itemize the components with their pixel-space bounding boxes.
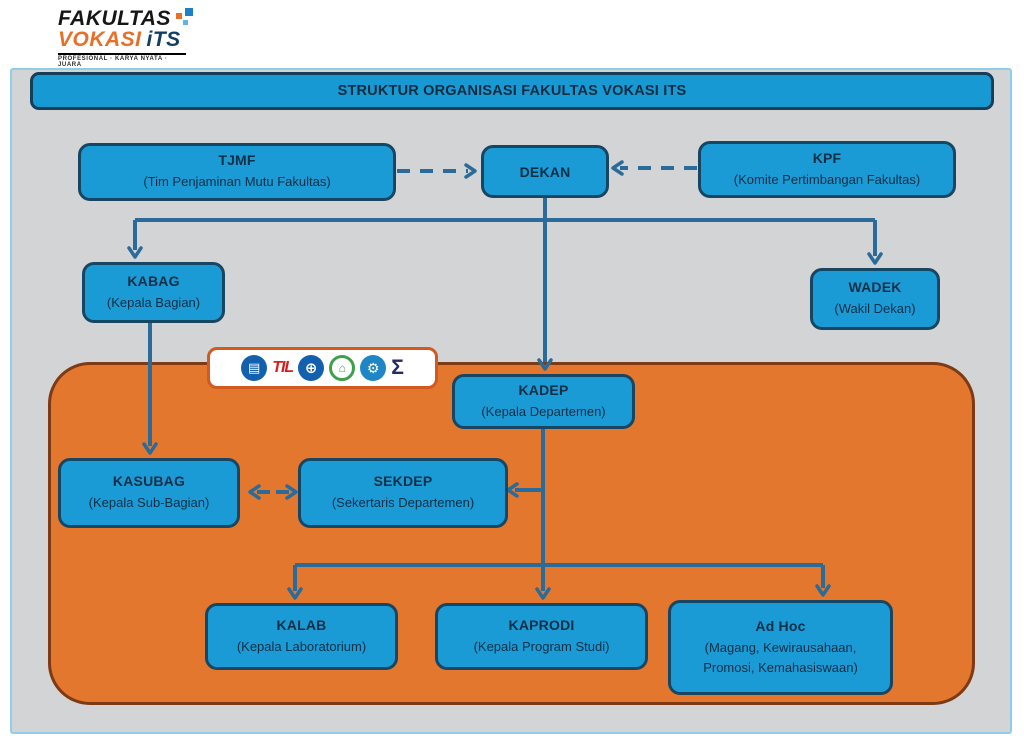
node-title: KABAG	[127, 272, 180, 289]
node-title: TJMF	[218, 152, 256, 169]
node-wadek	[810, 268, 940, 330]
node-subtitle: (Kepala Program Studi)	[473, 638, 610, 654]
node-subtitle: (Kepala Laboratorium)	[236, 638, 367, 654]
node-kaprodi	[435, 603, 648, 670]
node-subtitle: (Sekertaris Departemen)	[331, 495, 475, 511]
faculty-logo	[58, 8, 248, 68]
logo-line1	[58, 8, 248, 29]
node-kadep	[452, 374, 635, 429]
node-subtitle: (Komite Pertimbangan Fakultas)	[733, 171, 921, 187]
node-kpf	[698, 141, 956, 198]
til-logo-icon: TIL	[272, 359, 294, 376]
node-title: Ad Hoc	[755, 618, 806, 634]
node-kabag	[82, 262, 225, 323]
diagram-title: STRUKTUR ORGANISASI FAKULTAS VOKASI ITS	[30, 72, 994, 110]
node-title: KALAB	[276, 616, 327, 633]
green-ring-logo-icon: ⌂	[329, 355, 355, 381]
pixel-square-orange	[176, 13, 182, 19]
gear-globe-logo-icon: ⊕	[298, 355, 324, 381]
department-logos-strip	[207, 347, 438, 389]
node-subtitle: (Wakil Dekan)	[834, 301, 916, 317]
node-title: WADEK	[848, 279, 902, 296]
node-subtitle: (Kepala Bagian)	[106, 294, 201, 310]
gear-instrument-logo-icon: ⚙	[360, 355, 386, 381]
node-subtitle: (Magang, Kewirausahaan, Promosi, Kemahasiswaan)	[703, 640, 858, 675]
node-sekdep	[298, 458, 508, 528]
node-title: KADEP	[518, 381, 569, 398]
gear-layers-logo-icon: ▤	[241, 355, 267, 381]
node-title: KASUBAG	[112, 473, 186, 490]
node-kasubag	[58, 458, 240, 528]
node-title: KPF	[812, 149, 842, 166]
sigma-logo-icon: Σ	[391, 356, 404, 379]
node-adhoc	[668, 600, 893, 695]
logo-tagline: PROFESIONAL · KARYA NYATA · JUARA	[58, 53, 186, 69]
logo-line2	[58, 29, 248, 50]
logo-fakultas-text: FAKULTAS	[58, 7, 171, 30]
node-tjmf	[78, 143, 396, 201]
pixel-square-blue	[185, 8, 193, 16]
logo-vokasi-text: VOKASI	[58, 28, 142, 52]
node-title: KAPRODI	[508, 616, 575, 633]
pixel-square-lightblue	[183, 20, 188, 25]
node-title: DEKAN	[519, 163, 571, 180]
node-subtitle: (Tim Penjaminan Mutu Fakultas)	[143, 174, 331, 190]
node-subtitle: (Kepala Sub-Bagian)	[88, 495, 210, 511]
logo-its-text: iTS	[146, 28, 181, 52]
pixel-squares-icon	[176, 8, 196, 28]
node-subtitle: (Kepala Departemen)	[481, 403, 606, 419]
node-kalab	[205, 603, 398, 670]
node-title: SEKDEP	[373, 473, 433, 490]
node-dekan	[481, 145, 609, 198]
